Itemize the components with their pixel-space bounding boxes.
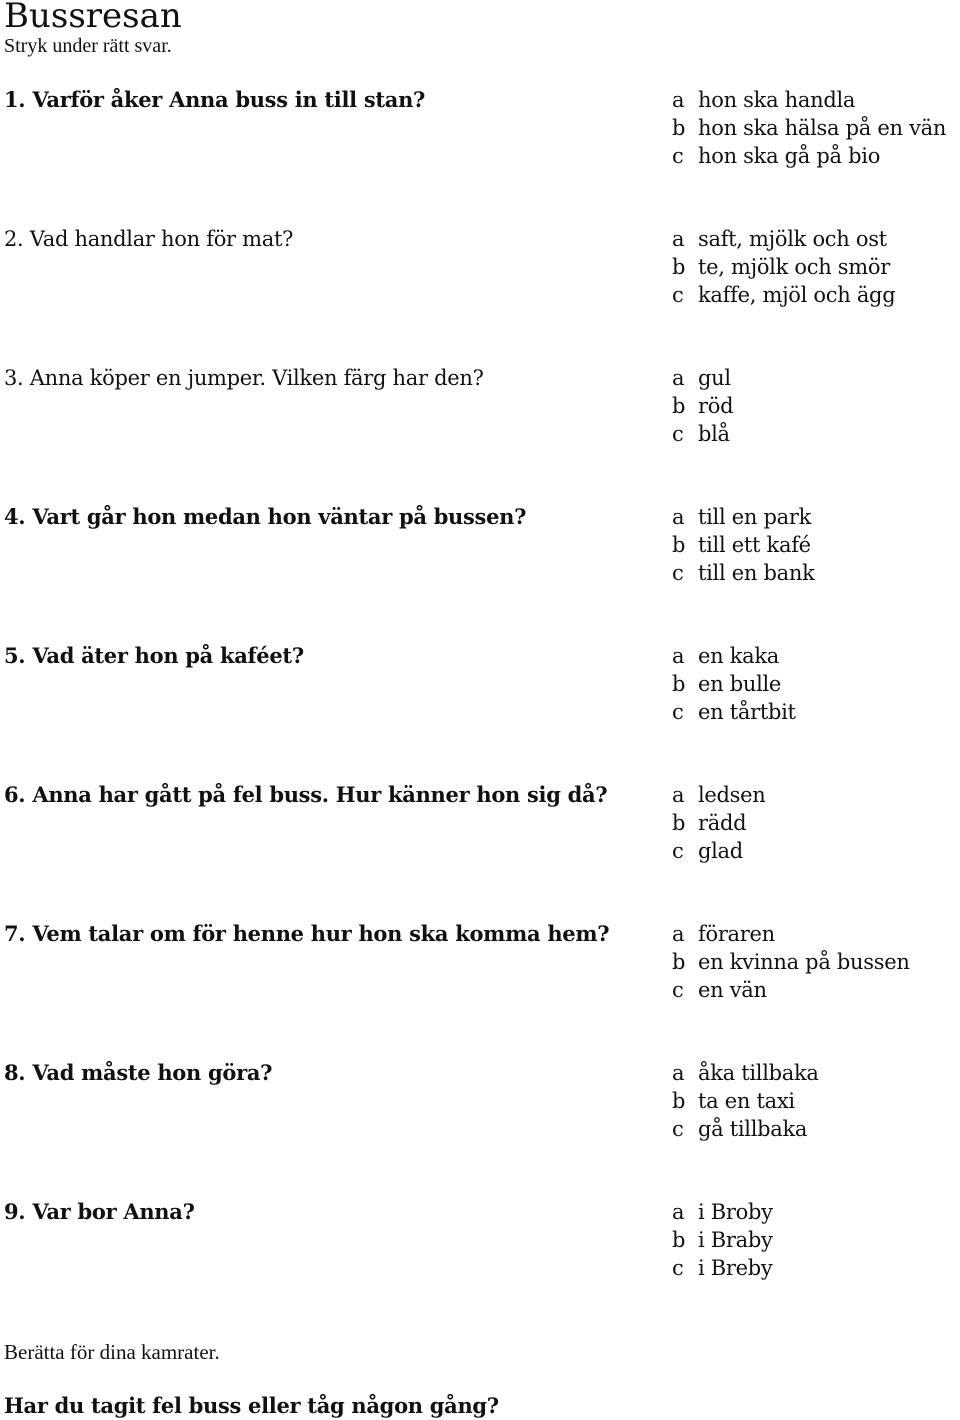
option-letter: b [672, 1089, 686, 1113]
option-text: till en bank [698, 561, 815, 585]
option-letter: c [672, 144, 684, 168]
answer-options [672, 920, 910, 1004]
answer-option[interactable] [672, 531, 815, 559]
option-text: till ett kafé [698, 533, 811, 557]
question-text: 6. Anna har gått på fel buss. Hur känner hon sig då? [4, 782, 608, 807]
question-block [0, 781, 960, 920]
option-letter: a [672, 366, 685, 390]
option-letter: a [672, 227, 685, 251]
option-letter: b [672, 116, 686, 140]
option-text: gul [698, 366, 731, 390]
option-text: en kaka [698, 644, 780, 668]
option-letter: c [672, 422, 684, 446]
answer-option[interactable] [672, 837, 766, 865]
option-text: till en park [698, 505, 812, 529]
option-text: åka tillbaka [698, 1061, 819, 1085]
answer-option[interactable] [672, 392, 733, 420]
answer-options [672, 86, 946, 170]
question-text: 7. Vem talar om för henne hur hon ska komma hem? [4, 921, 610, 946]
answer-options [672, 1059, 819, 1143]
question-text: 9. Var bor Anna? [4, 1199, 195, 1224]
option-text: rädd [698, 811, 747, 835]
option-text: hon ska gå på bio [698, 144, 881, 168]
option-text: en bulle [698, 672, 782, 696]
footer-question: Har du tagit fel buss eller tåg någon gång? [4, 1393, 499, 1418]
answer-option[interactable] [672, 281, 895, 309]
answer-option[interactable] [672, 809, 766, 837]
option-letter: a [672, 1200, 685, 1224]
answer-option[interactable] [672, 1226, 773, 1254]
option-letter: c [672, 283, 684, 307]
answer-options [672, 364, 733, 448]
option-text: gå tillbaka [698, 1117, 808, 1141]
option-letter: b [672, 811, 686, 835]
option-letter: b [672, 394, 686, 418]
option-text: i Breby [698, 1256, 773, 1280]
answer-option[interactable] [672, 1115, 819, 1143]
option-letter: b [672, 533, 686, 557]
question-text: 8. Vad måste hon göra? [4, 1060, 273, 1085]
option-letter: b [672, 672, 686, 696]
answer-option[interactable] [672, 225, 895, 253]
option-text: glad [698, 839, 743, 863]
option-text: i Braby [698, 1228, 773, 1252]
answer-option[interactable] [672, 948, 910, 976]
question-text: 3. Anna köper en jumper. Vilken färg har den? [4, 366, 484, 390]
option-text: en vän [698, 978, 767, 1002]
answer-option[interactable] [672, 364, 733, 392]
answer-option[interactable] [672, 1059, 819, 1087]
option-letter: c [672, 1117, 684, 1141]
option-letter: c [672, 1256, 684, 1280]
answer-option[interactable] [672, 670, 796, 698]
question-text: 2. Vad handlar hon för mat? [4, 227, 294, 251]
answer-option[interactable] [672, 920, 910, 948]
question-block [0, 503, 960, 642]
option-letter: a [672, 783, 685, 807]
option-text: blå [698, 422, 730, 446]
answer-options [672, 781, 766, 865]
question-block [0, 364, 960, 503]
option-letter: a [672, 505, 685, 529]
option-letter: b [672, 950, 686, 974]
answer-option[interactable] [672, 1198, 773, 1226]
option-text: hon ska handla [698, 88, 856, 112]
option-text: ledsen [698, 783, 766, 807]
option-text: ta en taxi [698, 1089, 795, 1113]
answer-option[interactable] [672, 142, 946, 170]
answer-option[interactable] [672, 420, 733, 448]
answer-options [672, 642, 796, 726]
option-letter: a [672, 1061, 685, 1085]
question-block [0, 642, 960, 781]
question-block [0, 225, 960, 364]
answer-options [672, 1198, 773, 1282]
answer-option[interactable] [672, 114, 946, 142]
answer-option[interactable] [672, 698, 796, 726]
option-letter: b [672, 255, 686, 279]
instruction-text: Stryk under rätt svar. [4, 35, 172, 57]
option-letter: b [672, 1228, 686, 1252]
answer-option[interactable] [672, 781, 766, 809]
page-title: Bussresan [4, 0, 182, 36]
option-text: saft, mjölk och ost [698, 227, 887, 251]
question-text: 1. Varför åker Anna buss in till stan? [4, 87, 426, 112]
question-list [0, 86, 960, 1337]
question-block [0, 1059, 960, 1198]
question-text: 4. Vart går hon medan hon väntar på bussen? [4, 504, 527, 529]
option-letter: a [672, 922, 685, 946]
option-text: hon ska hälsa på en vän [698, 116, 947, 140]
option-text: en tårtbit [698, 700, 796, 724]
answer-option[interactable] [672, 86, 946, 114]
footer-note: Berätta för dina kamrater. [4, 1340, 220, 1364]
option-text: i Broby [698, 1200, 773, 1224]
answer-option[interactable] [672, 503, 815, 531]
answer-options [672, 503, 815, 587]
option-text: röd [698, 394, 734, 418]
option-letter: c [672, 978, 684, 1002]
question-block [0, 1198, 960, 1337]
answer-option[interactable] [672, 1087, 819, 1115]
answer-option[interactable] [672, 559, 815, 587]
option-text: föraren [698, 922, 775, 946]
answer-option[interactable] [672, 642, 796, 670]
question-block [0, 86, 960, 225]
option-letter: c [672, 839, 684, 863]
answer-option[interactable] [672, 253, 895, 281]
answer-option[interactable] [672, 1254, 773, 1282]
option-text: te, mjölk och smör [698, 255, 890, 279]
option-letter: a [672, 644, 685, 668]
option-letter: a [672, 88, 685, 112]
answer-options [672, 225, 895, 309]
answer-option[interactable] [672, 976, 910, 1004]
option-text: kaffe, mjöl och ägg [698, 283, 896, 307]
question-text: 5. Vad äter hon på kaféet? [4, 643, 304, 668]
option-text: en kvinna på bussen [698, 950, 910, 974]
question-block [0, 920, 960, 1059]
option-letter: c [672, 561, 684, 585]
option-letter: c [672, 700, 684, 724]
